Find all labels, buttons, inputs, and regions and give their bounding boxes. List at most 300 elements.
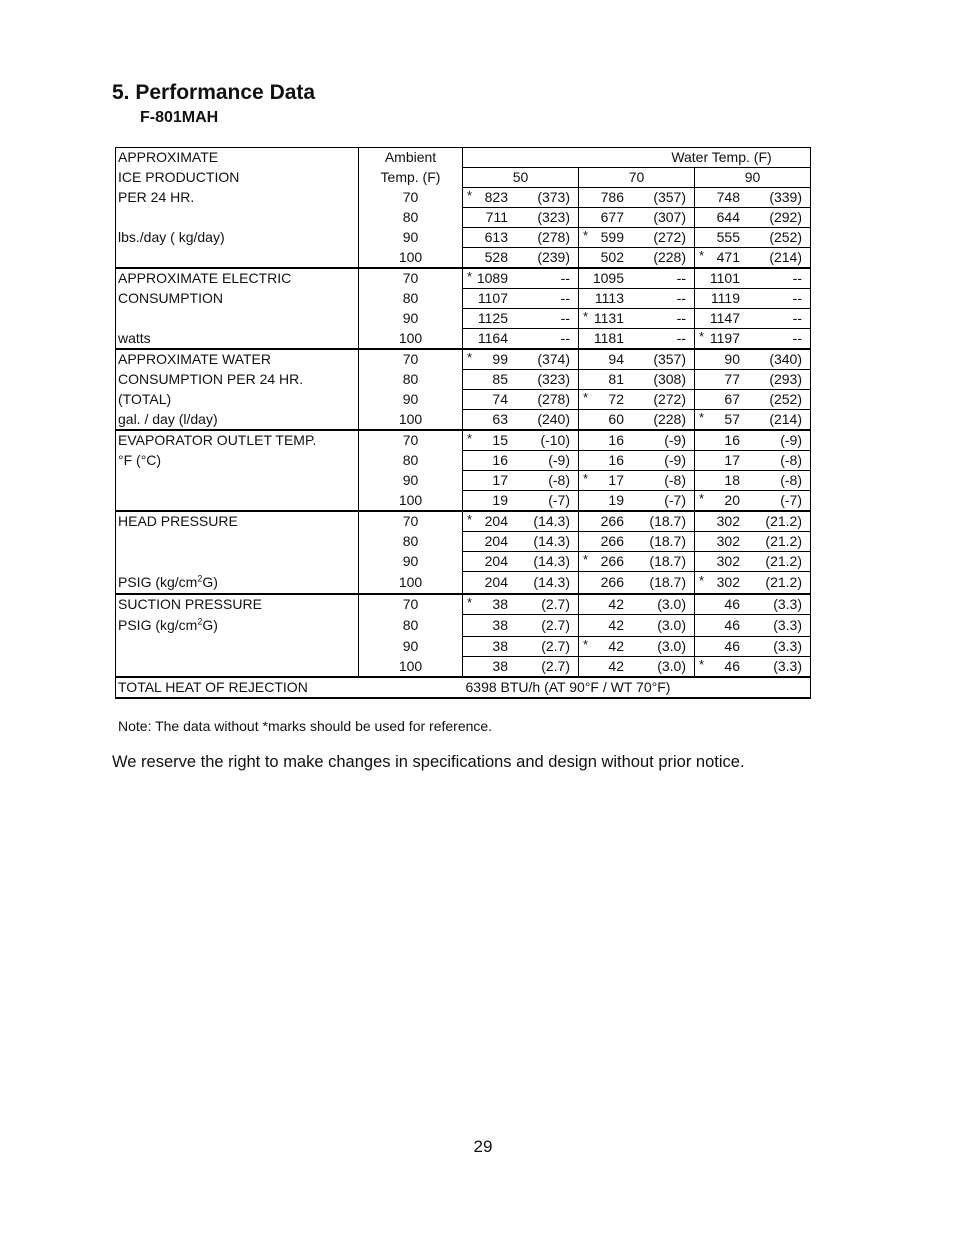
value-cell: [579, 370, 695, 390]
primary-value: 16: [492, 452, 508, 468]
primary-value: 1147: [709, 310, 740, 326]
metric-value: (3.3): [773, 638, 802, 654]
primary-value: 471: [716, 249, 740, 265]
asterisk-mark: *: [467, 350, 473, 365]
value-cell: [463, 637, 579, 657]
metric-value: (14.3): [533, 513, 570, 529]
primary-value: 1197: [709, 330, 740, 346]
value-cell: [579, 329, 695, 350]
primary-value: 16: [724, 432, 740, 448]
metric-value: --: [792, 330, 802, 346]
metric-value: (-7): [548, 492, 570, 508]
value-cell: [463, 594, 579, 615]
primary-value: 72: [608, 391, 624, 407]
primary-value: 1164: [477, 330, 508, 346]
metric-value: (292): [769, 209, 802, 225]
performance-table-body: [116, 148, 811, 699]
asterisk-mark: *: [467, 595, 473, 610]
ambient-temp: 80: [359, 208, 463, 228]
metric-value: (21.2): [765, 533, 802, 549]
metric-value: --: [676, 270, 686, 286]
ambient-temp: 80: [359, 289, 463, 309]
primary-value: 38: [492, 658, 508, 674]
performance-table: [115, 147, 811, 699]
value-cell: [463, 615, 579, 637]
primary-value: 42: [608, 638, 624, 654]
data-row: [116, 657, 811, 678]
primary-value: 786: [600, 189, 624, 205]
data-row: [116, 289, 811, 309]
group-label: CONSUMPTION PER 24 HR.: [118, 371, 304, 387]
group-label: EVAPORATOR OUTLET TEMP.: [118, 432, 317, 449]
metric-value: (18.7): [649, 553, 686, 569]
metric-value: (228): [653, 411, 686, 427]
ambient-temp: 90: [359, 552, 463, 572]
primary-value: 1181: [593, 330, 624, 346]
value-cell: [579, 615, 695, 637]
page-number: 29: [473, 1137, 493, 1156]
primary-value: 16: [608, 432, 624, 448]
metric-value: (-8): [548, 472, 570, 488]
metric-value: (307): [653, 209, 686, 225]
value-cell: [695, 370, 811, 390]
data-row: [116, 615, 811, 637]
value-cell: [695, 471, 811, 491]
asterisk-mark: *: [583, 637, 589, 652]
data-row: [116, 637, 811, 657]
value-cell: [463, 208, 579, 228]
metric-value: (357): [653, 351, 686, 367]
value-cell: [695, 491, 811, 512]
metric-value: (-9): [780, 432, 802, 448]
metric-value: (14.3): [533, 533, 570, 549]
metric-value: --: [676, 330, 686, 346]
data-row: [116, 370, 811, 390]
value-cell: [579, 532, 695, 552]
group-label: [116, 309, 359, 329]
metric-value: (-10): [540, 432, 570, 448]
value-cell: [695, 289, 811, 309]
data-row: [116, 471, 811, 491]
value-cell: [579, 188, 695, 208]
metric-value: (14.3): [533, 553, 570, 569]
value-cell: [463, 248, 579, 269]
primary-value: 748: [716, 189, 740, 205]
asterisk-mark: *: [699, 657, 705, 672]
metric-value: (-9): [548, 452, 570, 468]
value-cell: [695, 430, 811, 451]
primary-value: 204: [484, 513, 508, 529]
reference-note: Note: The data without *marks should be used for reference.: [118, 718, 493, 734]
asterisk-mark: *: [583, 471, 589, 486]
metric-value: (-8): [664, 472, 686, 488]
ambient-temp: 90: [359, 390, 463, 410]
value-cell: [695, 451, 811, 471]
primary-value: 38: [492, 617, 508, 633]
metric-value: (323): [537, 371, 570, 387]
value-cell: [695, 309, 811, 329]
metric-value: (357): [653, 189, 686, 205]
primary-value: 42: [608, 658, 624, 674]
metric-value: (-7): [780, 492, 802, 508]
value-cell: [695, 329, 811, 350]
metric-value: (308): [653, 371, 686, 387]
asterisk-mark: *: [467, 512, 473, 527]
group-label: PSIG $(kg/cm^2G)$: [116, 572, 359, 595]
metric-value: (-9): [664, 432, 686, 448]
data-row: [116, 390, 811, 410]
primary-value: 1119: [710, 290, 740, 306]
value-cell: [695, 615, 811, 637]
group-label: PSIG $(kg/cm^2G)$: [118, 616, 218, 633]
value-cell: [695, 637, 811, 657]
group-label: [116, 637, 359, 657]
metric-value: (339): [769, 189, 802, 205]
ambient-temp: 70: [359, 268, 463, 289]
ambient-temp: 80: [359, 451, 463, 471]
data-row: [116, 491, 811, 512]
value-cell: [695, 268, 811, 289]
primary-value: 90: [724, 351, 740, 367]
primary-value: 302: [716, 553, 740, 569]
value-cell: [695, 208, 811, 228]
data-row: [116, 349, 811, 370]
value-cell: [579, 349, 695, 370]
value-cell: [463, 309, 579, 329]
metric-value: (3.3): [773, 596, 802, 612]
primary-value: 81: [608, 371, 624, 387]
value-cell: [579, 451, 695, 471]
water-temp-header: Water Temp. (F): [463, 148, 811, 168]
group-label: [116, 491, 359, 512]
value-cell: [463, 657, 579, 678]
total-heat-value: 6398 BTU/h (AT 90°F / WT 70°F): [359, 677, 811, 698]
ambient-temp: 100: [359, 248, 463, 269]
primary-value: 77: [724, 371, 740, 387]
primary-value: 711: [485, 209, 508, 225]
data-row: [116, 208, 811, 228]
value-cell: [695, 532, 811, 552]
value-cell: [463, 451, 579, 471]
primary-value: 46: [724, 596, 740, 612]
primary-value: 677: [600, 209, 624, 225]
primary-value: 46: [724, 658, 740, 674]
primary-value: 60: [608, 411, 624, 427]
primary-value: 302: [716, 533, 740, 549]
total-heat-row: [116, 677, 811, 698]
value-cell: [579, 430, 695, 451]
value-cell: [695, 594, 811, 615]
group-label: [116, 657, 359, 678]
metric-value: (-9): [664, 452, 686, 468]
primary-value: 204: [484, 574, 508, 590]
data-row: [116, 309, 811, 329]
metric-value: --: [560, 330, 570, 346]
data-row: [116, 572, 811, 595]
group-label: [116, 248, 359, 269]
ambient-temp: 100: [359, 410, 463, 431]
primary-value: 17: [608, 472, 624, 488]
metric-value: (272): [653, 229, 686, 245]
value-cell: [579, 390, 695, 410]
value-cell: [463, 511, 579, 532]
metric-value: (293): [769, 371, 802, 387]
asterisk-mark: *: [467, 269, 473, 284]
primary-value: 528: [484, 249, 508, 265]
group-label: HEAD PRESSURE: [118, 513, 238, 530]
metric-value: (21.2): [765, 574, 802, 590]
water-temp-col-90: 90: [695, 168, 811, 188]
primary-value: 266: [600, 533, 624, 549]
value-cell: [579, 491, 695, 512]
metric-value: (373): [537, 189, 570, 205]
group-label: lbs./day ( kg/day): [118, 229, 225, 245]
primary-value: 67: [724, 391, 740, 407]
metric-value: (252): [769, 391, 802, 407]
primary-value: 17: [724, 452, 740, 468]
primary-value: 613: [484, 229, 508, 245]
ambient-temp: 70: [359, 511, 463, 532]
group-label: APPROXIMATE WATER: [118, 351, 271, 368]
value-cell: [695, 552, 811, 572]
water-temp-col-50: 50: [463, 168, 579, 188]
primary-value: 1089: [476, 270, 508, 286]
metric-value: (3.0): [657, 617, 686, 633]
value-cell: [463, 532, 579, 552]
group-label: [116, 532, 359, 552]
primary-value: 1095: [592, 270, 624, 286]
value-cell: [579, 637, 695, 657]
value-cell: [695, 410, 811, 431]
asterisk-mark: *: [583, 390, 589, 405]
superscript: 2: [197, 616, 203, 627]
value-cell: [463, 228, 579, 248]
group-label: ICE PRODUCTION: [118, 169, 240, 185]
metric-value: (240): [537, 411, 570, 427]
primary-value: 823: [484, 189, 508, 205]
ambient-header: Temp. (F): [359, 168, 463, 188]
value-cell: [579, 594, 695, 615]
primary-value: 1131: [593, 310, 624, 326]
value-cell: [695, 657, 811, 678]
group-label: °F (°C): [118, 452, 162, 468]
value-cell: [579, 511, 695, 532]
asterisk-mark: *: [699, 248, 705, 263]
data-row: [116, 248, 811, 269]
asterisk-mark: *: [467, 188, 473, 203]
ambient-temp: 100: [359, 329, 463, 350]
disclaimer: We reserve the right to make changes in specifications and design without prior notice.: [112, 753, 745, 771]
ambient-temp: 80: [359, 370, 463, 390]
asterisk-mark: *: [467, 431, 473, 446]
metric-value: (2.7): [541, 658, 570, 674]
value-cell: [579, 471, 695, 491]
value-cell: [579, 228, 695, 248]
primary-value: 266: [600, 553, 624, 569]
primary-value: 302: [716, 513, 740, 529]
group-label: watts: [116, 329, 359, 350]
ambient-temp: 90: [359, 228, 463, 248]
primary-value: 99: [492, 351, 508, 367]
value-cell: [579, 552, 695, 572]
ambient-temp: 70: [359, 594, 463, 615]
ambient-temp: 100: [359, 657, 463, 678]
ambient-temp: 80: [359, 615, 463, 637]
primary-value: 46: [724, 638, 740, 654]
value-cell: [463, 188, 579, 208]
group-label: PER 24 HR.: [118, 189, 195, 205]
primary-value: 19: [608, 492, 624, 508]
primary-value: 1125: [477, 310, 508, 326]
value-cell: [579, 248, 695, 269]
primary-value: 17: [492, 472, 508, 488]
primary-value: 1113: [594, 290, 624, 306]
primary-value: 266: [600, 574, 624, 590]
group-label: CONSUMPTION: [118, 290, 223, 306]
group-label: [116, 471, 359, 491]
value-cell: [463, 268, 579, 289]
primary-value: 204: [484, 553, 508, 569]
metric-value: (21.2): [765, 513, 802, 529]
metric-value: (214): [769, 411, 802, 427]
value-cell: [463, 410, 579, 431]
value-cell: [463, 289, 579, 309]
value-cell: [695, 511, 811, 532]
asterisk-mark: *: [699, 573, 705, 588]
metric-value: (278): [537, 229, 570, 245]
primary-value: 1107: [477, 290, 508, 306]
value-cell: [579, 208, 695, 228]
model-name: F-801MAH: [140, 109, 219, 126]
primary-value: 502: [600, 249, 624, 265]
metric-value: (18.7): [649, 513, 686, 529]
metric-value: --: [676, 290, 686, 306]
metric-value: --: [676, 310, 686, 326]
metric-value: (323): [537, 209, 570, 225]
metric-value: (-7): [664, 492, 686, 508]
metric-value: (340): [769, 351, 802, 367]
metric-value: (-8): [780, 472, 802, 488]
metric-value: (228): [653, 249, 686, 265]
primary-value: 20: [724, 492, 740, 508]
value-cell: [579, 268, 695, 289]
value-cell: [579, 410, 695, 431]
value-cell: [463, 329, 579, 350]
ambient-header: Ambient: [359, 148, 463, 168]
superscript: 2: [197, 573, 203, 584]
value-cell: [463, 491, 579, 512]
primary-value: 1101: [709, 270, 740, 286]
metric-value: (374): [537, 351, 570, 367]
value-cell: [695, 390, 811, 410]
data-row: [116, 268, 811, 289]
metric-value: --: [560, 290, 570, 306]
value-cell: [463, 430, 579, 451]
ambient-temp: 70: [359, 188, 463, 208]
data-row: [116, 228, 811, 248]
primary-value: 42: [608, 596, 624, 612]
primary-value: 266: [600, 513, 624, 529]
asterisk-mark: *: [699, 491, 705, 506]
metric-value: (21.2): [765, 553, 802, 569]
metric-value: (2.7): [541, 617, 570, 633]
asterisk-mark: *: [583, 309, 589, 324]
ambient-temp: 70: [359, 349, 463, 370]
group-label: SUCTION PRESSURE: [118, 596, 262, 613]
metric-value: (2.7): [541, 638, 570, 654]
value-cell: [695, 572, 811, 595]
metric-value: (14.3): [533, 574, 570, 590]
asterisk-mark: *: [699, 329, 705, 344]
metric-value: (2.7): [541, 596, 570, 612]
data-row: [116, 451, 811, 471]
value-cell: [463, 471, 579, 491]
data-row: [116, 188, 811, 208]
primary-value: 38: [492, 638, 508, 654]
group-label: [116, 552, 359, 572]
header-row: [116, 148, 811, 168]
primary-value: 302: [716, 574, 740, 590]
primary-value: 38: [492, 596, 508, 612]
primary-value: 85: [492, 371, 508, 387]
value-cell: [463, 370, 579, 390]
header-row: [116, 168, 811, 188]
asterisk-mark: *: [583, 228, 589, 243]
ambient-temp: 70: [359, 430, 463, 451]
metric-value: --: [792, 310, 802, 326]
data-row: [116, 552, 811, 572]
metric-value: --: [792, 270, 802, 286]
value-cell: [695, 248, 811, 269]
metric-value: --: [560, 270, 570, 286]
primary-value: 15: [492, 432, 508, 448]
metric-value: (3.3): [773, 658, 802, 674]
water-temp-col-70: 70: [579, 168, 695, 188]
value-cell: [579, 657, 695, 678]
primary-value: 16: [608, 452, 624, 468]
metric-value: (272): [653, 391, 686, 407]
primary-value: 19: [492, 492, 508, 508]
primary-value: 94: [608, 351, 624, 367]
primary-value: 74: [492, 391, 508, 407]
value-cell: [579, 572, 695, 595]
primary-value: 42: [608, 617, 624, 633]
primary-value: 644: [716, 209, 740, 225]
data-row: [116, 511, 811, 532]
ambient-temp: 90: [359, 471, 463, 491]
ambient-temp: 90: [359, 637, 463, 657]
ambient-temp: 100: [359, 491, 463, 512]
group-label: [116, 208, 359, 228]
group-label: APPROXIMATE ELECTRIC: [118, 270, 292, 287]
ambient-temp: 90: [359, 309, 463, 329]
asterisk-mark: *: [583, 552, 589, 567]
primary-value: 204: [484, 533, 508, 549]
metric-value: --: [792, 290, 802, 306]
metric-value: (214): [769, 249, 802, 265]
metric-value: (239): [537, 249, 570, 265]
section-title: 5. Performance Data: [112, 81, 316, 104]
group-label: gal. / day (l/day): [116, 410, 359, 431]
value-cell: [579, 309, 695, 329]
value-cell: [463, 349, 579, 370]
metric-value: --: [560, 310, 570, 326]
group-label: (TOTAL): [118, 391, 172, 407]
data-row: [116, 532, 811, 552]
value-cell: [463, 572, 579, 595]
value-cell: [463, 552, 579, 572]
data-row: [116, 594, 811, 615]
